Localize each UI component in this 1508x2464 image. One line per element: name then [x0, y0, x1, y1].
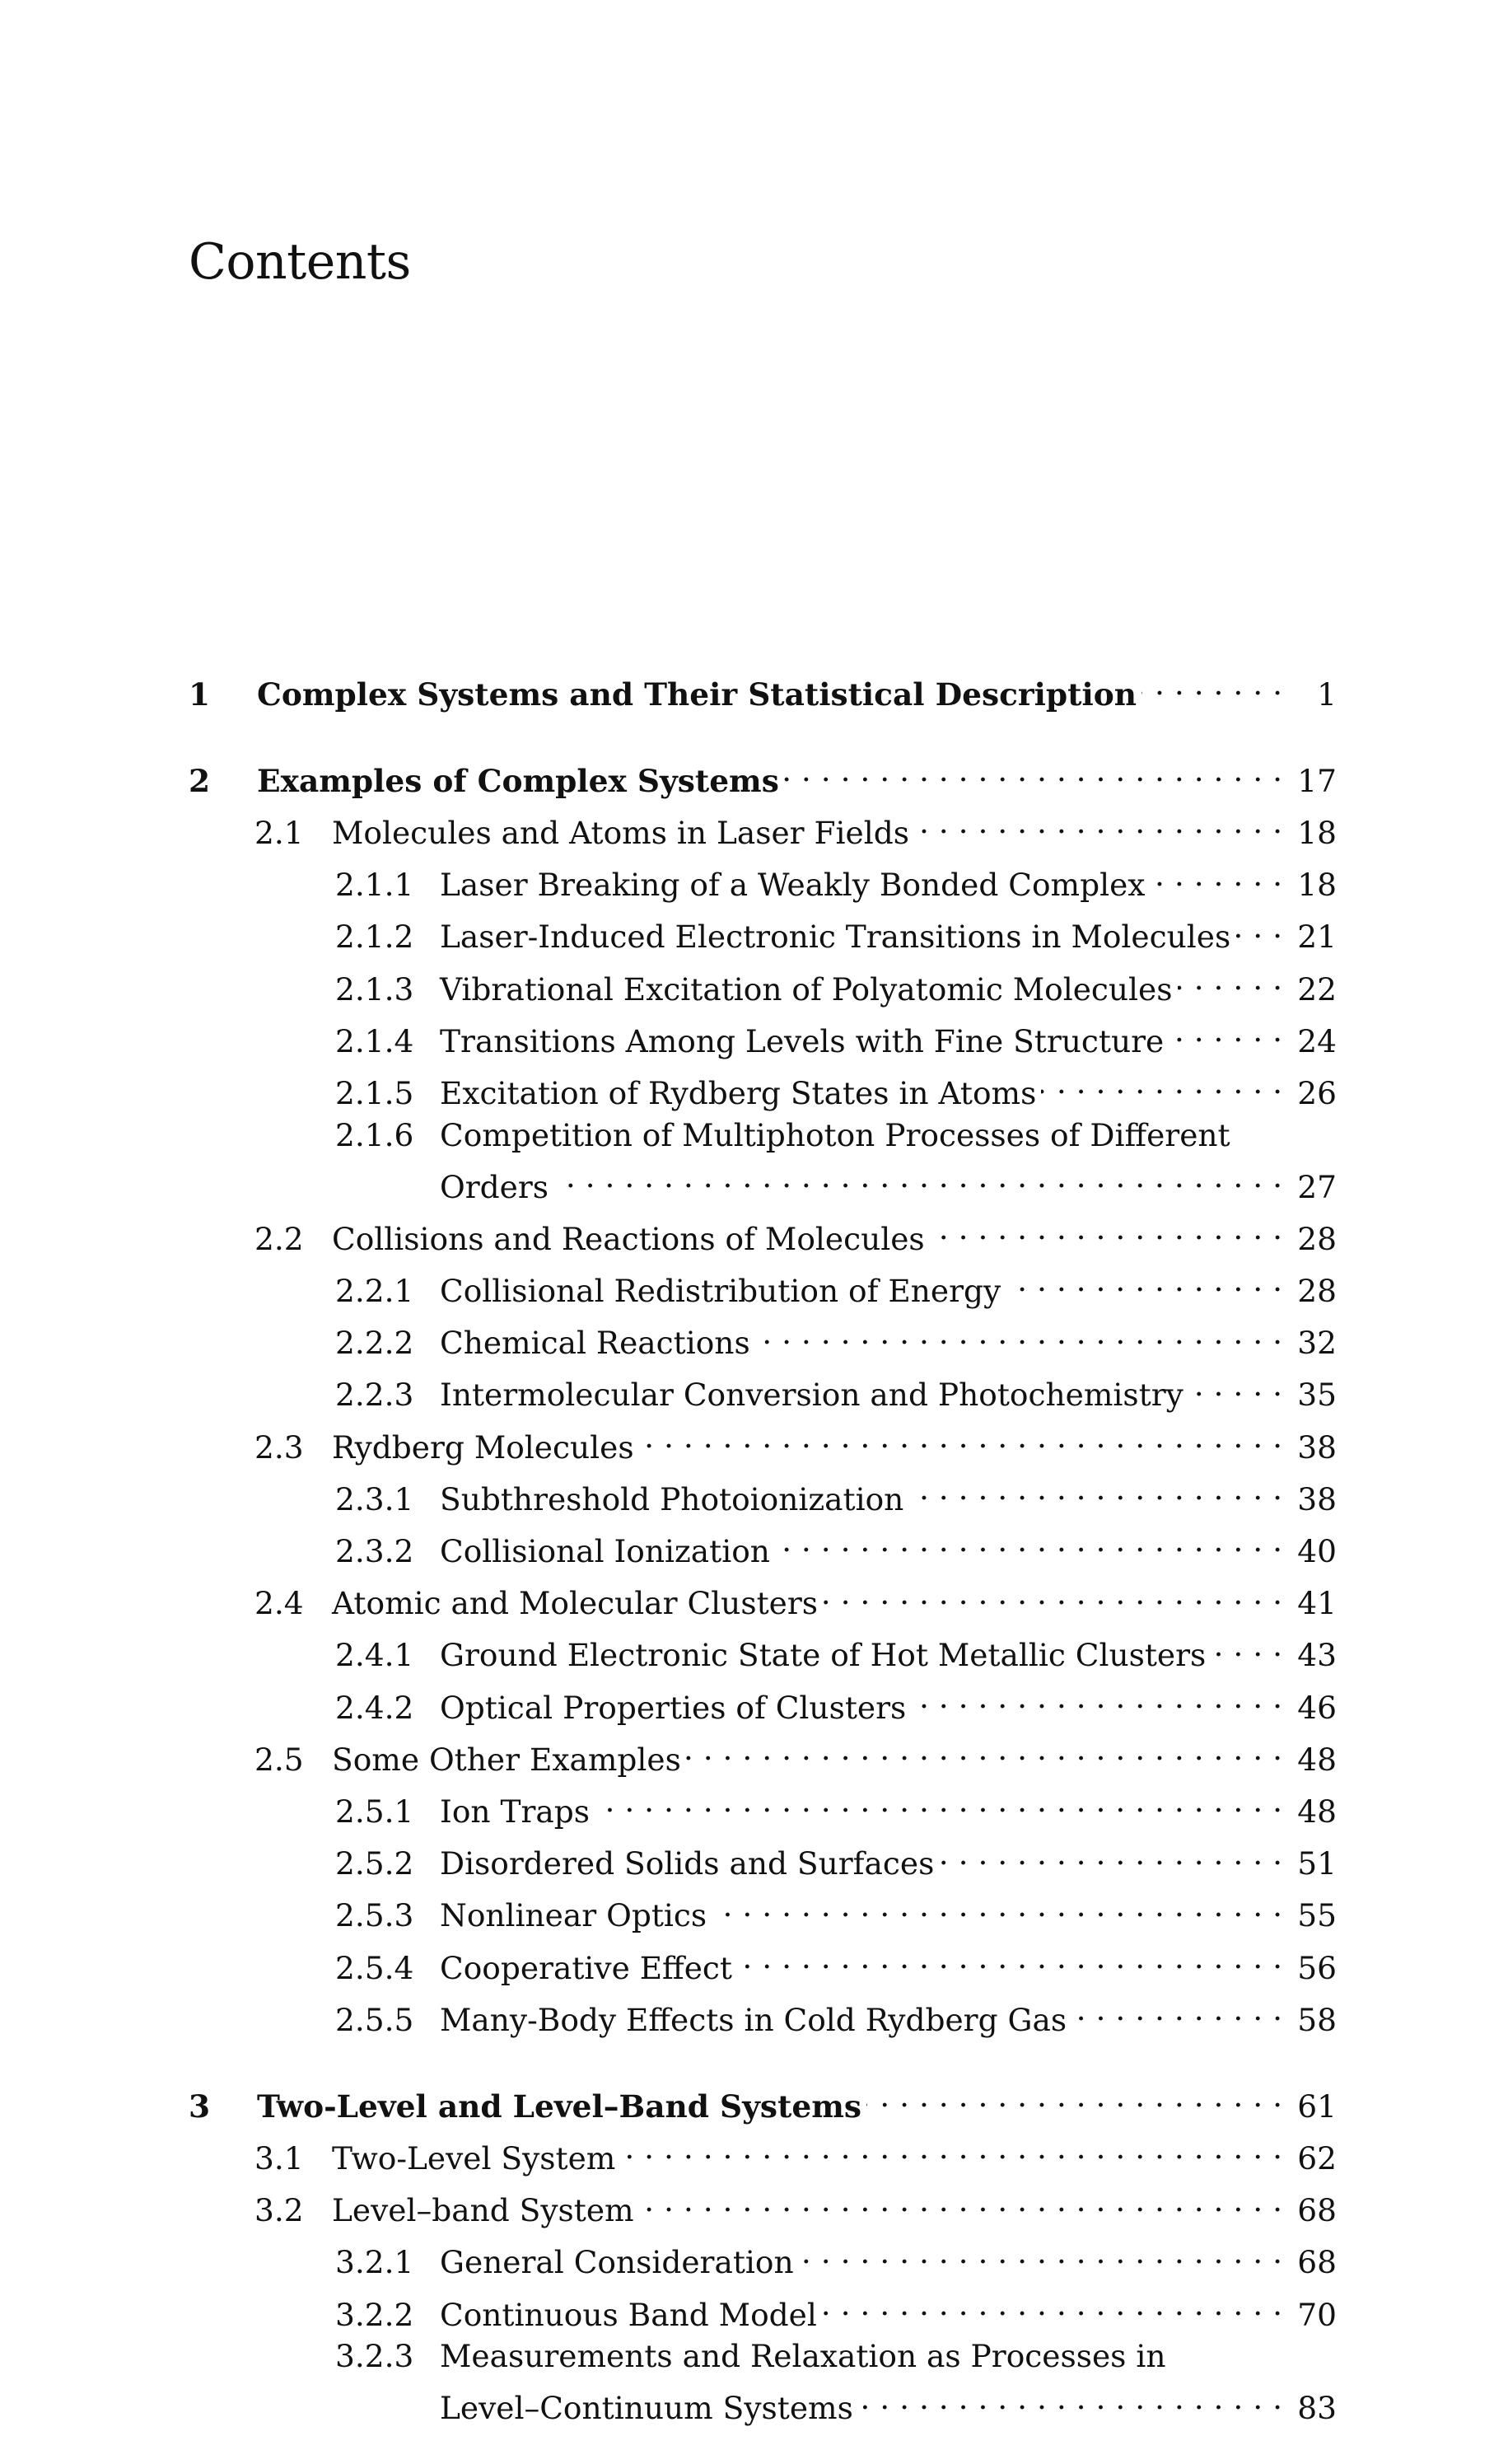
dot-leader	[911, 1676, 1282, 1718]
page-number: 55	[1297, 1897, 1337, 1934]
toc-subsection-entry[interactable]	[189, 1625, 1337, 1676]
subsection-number: 2.1.1	[335, 867, 414, 904]
toc-subsection-entry-line2[interactable]	[189, 1156, 1337, 1208]
toc-subsection-entry[interactable]	[189, 1010, 1337, 1062]
page-number: 18	[1297, 814, 1337, 851]
dot-leader	[1169, 1010, 1282, 1052]
page-number: 40	[1297, 1533, 1337, 1569]
toc-subsection-entry[interactable]	[189, 1520, 1337, 1572]
dot-leader	[1071, 1989, 1282, 2031]
page-number: 27	[1297, 1168, 1337, 1205]
subsection-title: Cooperative Effect	[440, 1949, 732, 1986]
section-number: 2.2	[254, 1220, 304, 1257]
page-number: 68	[1297, 2192, 1337, 2229]
section-title: Level–band System	[332, 2192, 634, 2229]
toc-section-entry[interactable]	[189, 1728, 1337, 1780]
subsection-number: 3.2.1	[335, 2244, 414, 2281]
chapter-2	[189, 750, 1337, 2041]
section-number: 3.1	[254, 2140, 304, 2177]
subsection-title: Transitions Among Levels with Fine Structure	[440, 1022, 1165, 1059]
subsection-number: 2.1.3	[335, 970, 414, 1008]
section-title: Rydberg Molecules	[332, 1428, 634, 1466]
section-number: 2.5	[254, 1741, 304, 1778]
dot-leader	[939, 1833, 1282, 1875]
toc-section-entry[interactable]	[189, 1573, 1337, 1625]
dot-leader	[866, 2075, 1282, 2117]
toc-subsection-entry[interactable]	[189, 1989, 1337, 2041]
dot-leader	[712, 1885, 1282, 1927]
dot-leader	[1041, 1062, 1282, 1104]
subsection-number: 2.4.2	[335, 1689, 414, 1726]
toc-section-entry[interactable]	[189, 1208, 1337, 1260]
subsection-title: General Consideration	[440, 2244, 794, 2281]
subsection-number: 2.5.4	[335, 1949, 414, 1986]
page-number: 1	[1317, 676, 1337, 713]
toc-subsection-entry[interactable]	[189, 854, 1337, 906]
dot-leader	[1150, 854, 1282, 896]
subsection-number: 2.5.3	[335, 1897, 414, 1934]
section-title: Atomic and Molecular Clusters	[332, 1585, 819, 1622]
chapter-title: Two-Level and Level–Band Systems	[257, 2088, 862, 2125]
subsection-number: 2.5.2	[335, 1845, 414, 1882]
toc-subsection-entry[interactable]	[189, 1062, 1337, 1114]
subsection-number: 2.3.1	[335, 1480, 414, 1517]
subsection-title: Collisional Redistribution of Energy	[440, 1273, 1001, 1310]
page-number: 35	[1297, 1377, 1337, 1414]
page-number: 58	[1297, 2001, 1337, 2038]
dot-leader	[775, 1520, 1282, 1562]
dot-leader	[686, 1728, 1282, 1770]
subsection-title: Vibrational Excitation of Polyatomic Molecules	[440, 970, 1173, 1008]
page-number: 38	[1297, 1428, 1337, 1466]
dot-leader	[784, 750, 1282, 792]
chapter-number: 2	[189, 762, 211, 799]
subsection-number: 2.2.2	[335, 1325, 414, 1362]
page-number: 62	[1297, 2140, 1337, 2177]
page-number: 17	[1297, 762, 1337, 799]
subsection-number: 3.2.2	[335, 2296, 414, 2333]
subsection-title: Nonlinear Optics	[440, 1897, 707, 1934]
toc-subsection-entry[interactable]	[189, 1364, 1337, 1416]
section-number: 2.4	[254, 1585, 304, 1622]
subsection-title: Subthreshold Photoionization	[440, 1480, 904, 1517]
subsection-number: 2.2.3	[335, 1377, 414, 1414]
subsection-number: 3.2.3	[335, 2338, 414, 2375]
dot-leader	[639, 2180, 1282, 2222]
section-number: 2.3	[254, 1428, 304, 1466]
page-number: 28	[1297, 1273, 1337, 1310]
dot-leader	[823, 1573, 1282, 1615]
page-number: 24	[1297, 1022, 1337, 1059]
subsection-number: 2.1.2	[335, 919, 414, 956]
page-number: 38	[1297, 1480, 1337, 1517]
dot-leader	[1178, 958, 1283, 1000]
dot-leader	[553, 1156, 1282, 1198]
section-number: 2.1	[254, 814, 304, 851]
dot-leader	[1211, 1625, 1282, 1667]
subsection-title: Continuous Band Model	[440, 2296, 817, 2333]
subsection-title-line1: Competition of Multiphoton Processes of Different	[440, 1116, 1230, 1153]
subsection-title: Chemical Reactions	[440, 1325, 750, 1362]
page-number: 68	[1297, 2244, 1337, 2281]
chapter-number: 1	[189, 676, 211, 713]
toc-subsection-entry[interactable]	[189, 1676, 1337, 1728]
toc-subsection-entry[interactable]	[189, 958, 1337, 1010]
page-number: 32	[1297, 1325, 1337, 1362]
dot-leader	[822, 2284, 1282, 2326]
page-number: 51	[1297, 1845, 1337, 1882]
dot-leader	[858, 2378, 1282, 2420]
chapter-number: 3	[189, 2088, 211, 2125]
dot-leader	[1235, 906, 1282, 948]
page-number: 83	[1297, 2390, 1337, 2427]
subsection-number: 2.1.5	[335, 1074, 414, 1111]
table-of-contents	[189, 663, 1337, 2464]
dot-leader	[1188, 1364, 1282, 1406]
subsection-title-line2: Orders	[440, 1168, 549, 1205]
toc-section-entry[interactable]	[189, 1416, 1337, 1468]
toc-chapter-entry[interactable]	[189, 750, 1337, 802]
page-number: 70	[1297, 2296, 1337, 2333]
dot-leader	[1006, 1260, 1282, 1302]
toc-subsection-entry[interactable]	[189, 1937, 1337, 1989]
toc-section-entry[interactable]	[189, 802, 1337, 853]
page-number: 26	[1297, 1074, 1337, 1111]
toc-chapter-entry[interactable]	[189, 2075, 1337, 2127]
section-title: Two-Level System	[332, 2140, 616, 2177]
subsection-number: 2.1.4	[335, 1022, 414, 1059]
section-number: 3.2	[254, 2192, 304, 2229]
page-number: 48	[1297, 1741, 1337, 1778]
subsection-title: Intermolecular Conversion and Photochemistry	[440, 1377, 1184, 1414]
dot-leader	[908, 1468, 1282, 1510]
subsection-title: Collisional Ionization	[440, 1533, 770, 1569]
toc-section-entry[interactable]	[189, 2180, 1337, 2232]
chapter-1	[189, 663, 1337, 715]
chapter-title: Complex Systems and Their Statistical Description	[257, 676, 1137, 713]
page-number: 22	[1297, 970, 1337, 1008]
dot-leader	[799, 2232, 1282, 2274]
page-number: 48	[1297, 1793, 1337, 1830]
page-number: 41	[1297, 1585, 1337, 1622]
subsection-number: 2.2.1	[335, 1273, 414, 1310]
section-title: Some Other Examples	[332, 1741, 681, 1778]
dot-leader	[595, 1780, 1282, 1822]
page-number: 43	[1297, 1637, 1337, 1674]
dot-leader	[755, 1312, 1282, 1354]
toc-subsection-entry[interactable]	[189, 2284, 1337, 2335]
chapter-title: Examples of Complex Systems	[257, 762, 779, 799]
toc-subsection-entry-line2[interactable]	[189, 2378, 1337, 2429]
page-number: 56	[1297, 1949, 1337, 1986]
subsection-title-line1: Measurements and Relaxation as Processes in	[440, 2338, 1166, 2375]
toc-section-entry[interactable]	[189, 2127, 1337, 2179]
subsection-title: Optical Properties of Clusters	[440, 1689, 907, 1726]
toc-subsection-entry[interactable]	[189, 1885, 1337, 1937]
section-title: Molecules and Atoms in Laser Fields	[332, 814, 909, 851]
chapter-3	[189, 2075, 1337, 2429]
toc-subsection-entry-line1[interactable]	[189, 1115, 1337, 1157]
page-number: 46	[1297, 1689, 1337, 1726]
subsection-number: 2.5.1	[335, 1793, 414, 1830]
subsection-number: 2.5.5	[335, 2001, 414, 2038]
dot-leader	[620, 2127, 1282, 2169]
page-number: 28	[1297, 1220, 1337, 1257]
subsection-title: Many-Body Effects in Cold Rydberg Gas	[440, 2001, 1067, 2038]
subsection-title: Laser-Induced Electronic Transitions in Molecules	[440, 919, 1231, 956]
dot-leader	[737, 1937, 1282, 1979]
page-number: 21	[1297, 919, 1337, 956]
toc-chapter-entry[interactable]	[189, 663, 1337, 715]
subsection-title: Ground Electronic State of Hot Metallic Clusters	[440, 1637, 1207, 1674]
toc-subsection-entry[interactable]	[189, 1260, 1337, 1311]
toc-subsection-entry-line1[interactable]	[189, 2335, 1337, 2378]
toc-subsection-entry[interactable]	[189, 1312, 1337, 1364]
subsection-title: Ion Traps	[440, 1793, 591, 1830]
dot-leader	[1142, 663, 1282, 705]
dot-leader	[914, 802, 1282, 844]
page-number: 61	[1297, 2088, 1337, 2125]
toc-subsection-entry[interactable]	[189, 1780, 1337, 1832]
subsection-title: Laser Breaking of a Weakly Bonded Complex	[440, 867, 1146, 904]
subsection-title-line2: Level–Continuum Systems	[440, 2390, 853, 2427]
toc-subsection-entry[interactable]	[189, 1833, 1337, 1885]
subsection-number: 2.3.2	[335, 1533, 414, 1569]
page-title: Contents	[189, 233, 411, 291]
toc-subsection-entry[interactable]	[189, 2232, 1337, 2284]
toc-subsection-entry[interactable]	[189, 906, 1337, 958]
dot-leader	[930, 1208, 1282, 1250]
subsection-number: 2.4.1	[335, 1637, 414, 1674]
dot-leader	[639, 1416, 1282, 1458]
subsection-title: Excitation of Rydberg States in Atoms	[440, 1074, 1037, 1111]
toc-subsection-entry[interactable]	[189, 1468, 1337, 1520]
subsection-title: Disordered Solids and Surfaces	[440, 1845, 935, 1882]
subsection-number: 2.1.6	[335, 1116, 414, 1153]
section-title: Collisions and Reactions of Molecules	[332, 1220, 925, 1257]
page-number: 18	[1297, 867, 1337, 904]
